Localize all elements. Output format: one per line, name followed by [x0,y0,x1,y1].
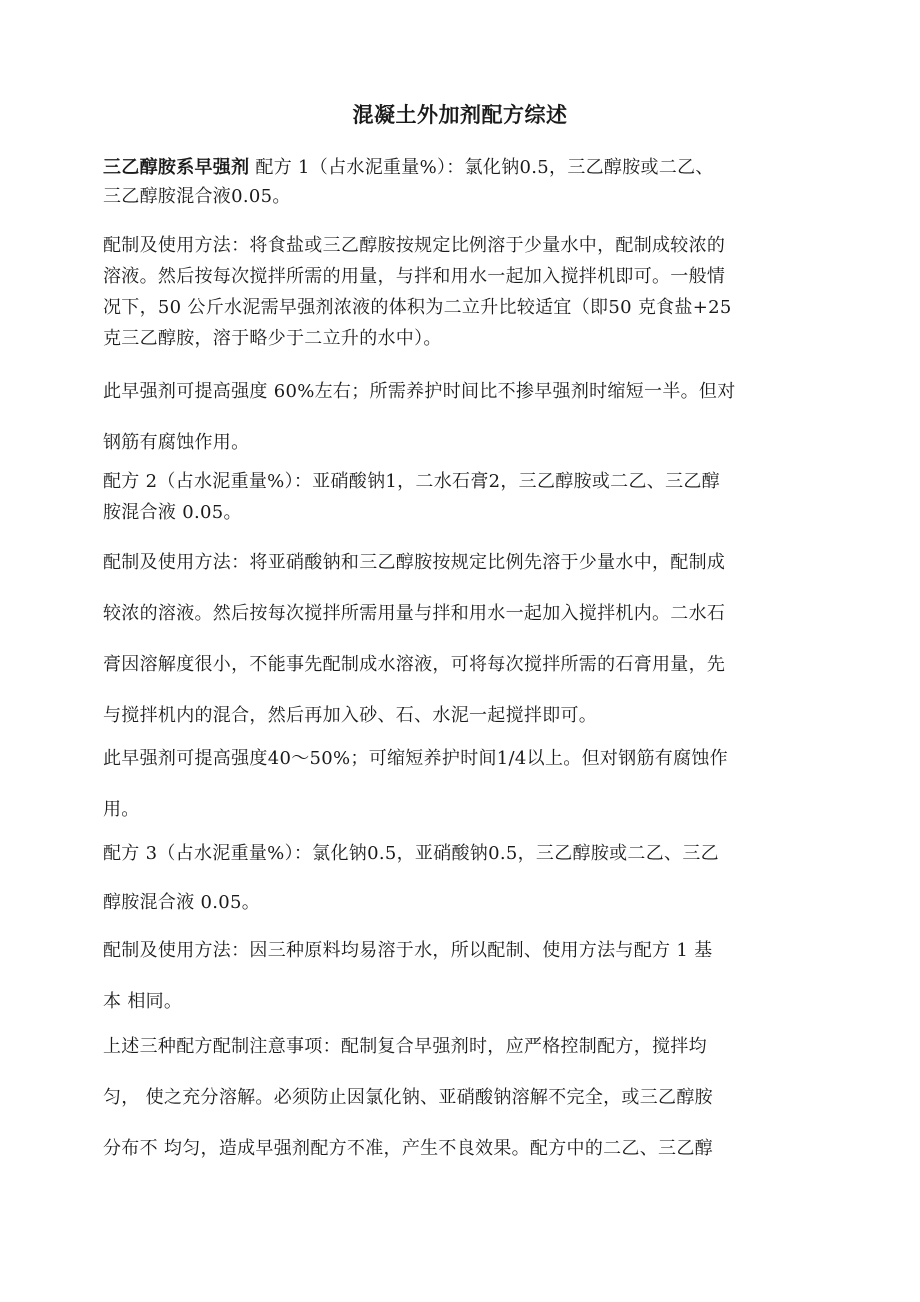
text-line: 胺混合液 0.05。 [103,502,242,523]
text-line: 上述三种配方配制注意事项：配制复合早强剂时，应严格控制配方，搅拌均 [103,1036,707,1057]
text-line: 三乙醇胺混合液0.05。 [103,186,291,207]
text-line: 配方 3（占水泥重量%）：氯化钠0.5，亚硝酸钠0.5，三乙醇胺或二乙、三乙 [103,843,719,864]
section-heading: 三乙醇胺系早强剂 [103,157,250,178]
paragraph-formula-2 [103,466,830,528]
text-line: 配制及使用方法：将亚硝酸钠和三乙醇胺按规定比例先溶于少量水中，配制成 [103,552,726,573]
text-line: 匀， 使之充分溶解。必须防止因氯化钠、亚硝酸钠溶解不完全，或三乙醇胺 [103,1087,713,1108]
paragraph-precautions [103,1021,830,1174]
paragraph-formula-3 [103,829,830,927]
text-line: 与搅拌机内的混合，然后再加入砂、石、水泥一起搅拌即可。 [103,705,598,726]
text-line: 三乙醇胺系早强剂 配方 1（占水泥重量%）：氯化钠0.5，三乙醇胺或二乙、 [103,157,714,178]
paragraph-method-1 [103,230,830,354]
paragraph-method-2 [103,537,830,741]
text-line: 用。 [103,799,140,820]
text-line: 此早强剂可提高强度 60%左右；所需养护时间比不掺早强剂时缩短一半。但对 [103,381,736,402]
document-title: 混凝土外加剂配方综述 [352,103,568,127]
text-line: 克三乙醇胺，溶于略少于二立升的水中）。 [103,328,442,349]
text-line: 况下，50 公斤水泥需早强剂浓液的体积为二立升比较适宜（即50 克食盐+25 [103,297,732,318]
paragraph-effect-1 [103,366,830,468]
paragraph-formula-1 [103,153,830,211]
text-line: 此早强剂可提高强度40〜50%；可缩短养护时间1/4以上。但对钢筋有腐蚀作 [103,748,728,769]
text-line: 配方 2（占水泥重量%）：亚硝酸钠1，二水石膏2，三乙醇胺或二乙、三乙醇 [103,471,720,492]
paragraph-method-3 [103,925,830,1027]
text-line: 本 相同。 [103,991,183,1012]
text-line: 溶液。然后按每次搅拌所需的用量，与拌和用水一起加入搅拌机即可。一般情 [103,266,726,287]
text-line: 膏因溶解度很小，不能事先配制成水溶液，可将每次搅拌所需的石膏用量，先 [103,654,726,675]
text-line: 醇胺混合液 0.05。 [103,892,261,913]
text-line: 较浓的溶液。然后按每次搅拌所需用量与拌和用水一起加入搅拌机内。二水石 [103,603,726,624]
text-line: 分布不 均匀，造成早强剂配方不准，产生不良效果。配方中的二乙、三乙醇 [103,1138,713,1159]
text-line: 配制及使用方法：将食盐或三乙醇胺按规定比例溶于少量水中，配制成较浓的 [103,235,726,256]
paragraph-effect-2 [103,733,830,835]
text-line: 配制及使用方法：因三种原料均易溶于水，所以配制、使用方法与配方 1 基 [103,940,713,961]
text-line: 钢筋有腐蚀作用。 [103,432,250,453]
